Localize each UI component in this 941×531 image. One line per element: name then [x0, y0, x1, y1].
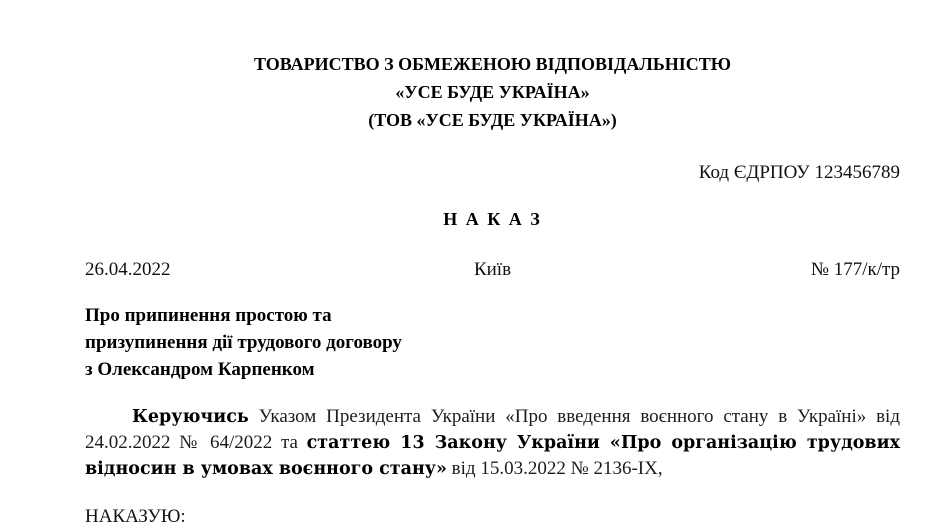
body-segment-1: Указом Президента України «Про введення воєнного стану в Україні» від 24.02.2022 № 64/2022 та: [85, 406, 900, 453]
company-name-full: ТОВАРИСТВО З ОБМЕЖЕНОЮ ВІДПОВІДАЛЬНІСТЮ: [254, 54, 731, 74]
document-date: 26.04.2022: [85, 259, 171, 280]
subject-line-2: призупинення дії трудового договору: [85, 332, 402, 353]
document-city: Київ: [473, 259, 512, 280]
document-number: № 177/к/тр: [810, 259, 901, 280]
body-paragraph: [85, 404, 900, 482]
order-word: НАКАЗУЮ:: [85, 506, 186, 527]
company-name-short: (ТОВ «УСЕ БУДЕ УКРАЇНА»): [368, 110, 617, 130]
subject-block: [85, 302, 900, 383]
subject-line-3: з Олександром Карпенком: [85, 359, 315, 380]
edrpou-code: Код ЄДРПОУ 123456789: [698, 162, 900, 183]
subject-line-1: Про припинення простою та: [85, 305, 332, 326]
body-segment-2-bold: статтею 13 Закону України «Про організацію трудових відносин в умовах воєнного стану»: [85, 433, 901, 479]
company-name-quoted: «УСЕ БУДЕ УКРАЇНА»: [395, 82, 590, 102]
meta-row: [85, 257, 900, 282]
body-segment-3: від 15.03.2022 № 2136-IX,: [446, 458, 663, 479]
body-lead-bold: Керуючись: [132, 407, 249, 427]
company-header: [85, 50, 900, 134]
document-title: Н А К А З: [443, 209, 542, 229]
